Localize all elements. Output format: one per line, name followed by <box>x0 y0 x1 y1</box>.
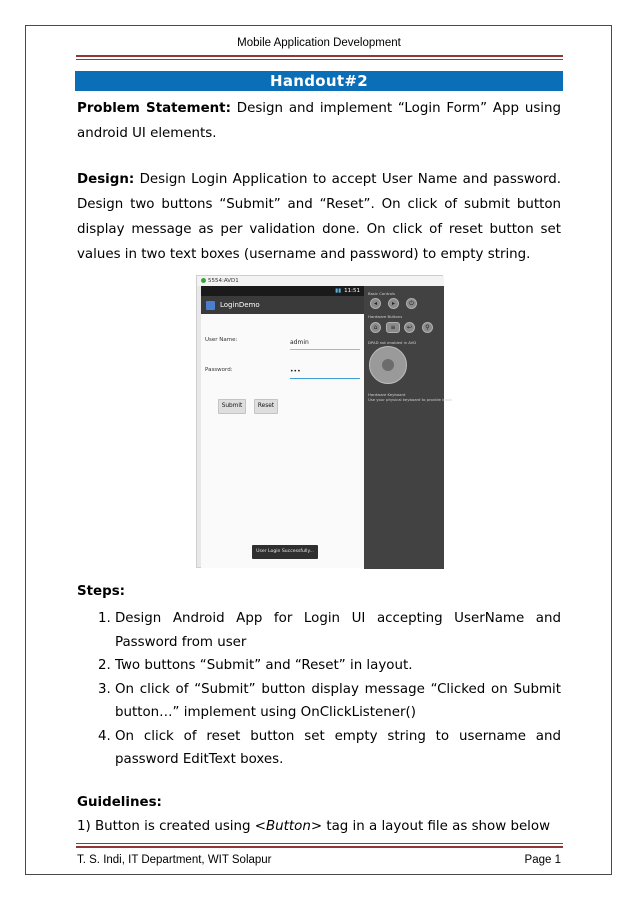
menu-icon[interactable]: ≡ <box>386 322 400 333</box>
basic-controls-label: Basic Controls <box>368 291 395 296</box>
android-icon <box>201 278 206 283</box>
design-label: Design: <box>77 172 135 187</box>
back-icon[interactable]: ↩ <box>404 322 415 333</box>
guideline-tag: <Button> <box>254 819 323 834</box>
volume-down-icon[interactable]: ◂ <box>370 298 381 309</box>
step-item: 4. On click of reset button set empty string to username and password EditText boxes. <box>115 725 561 772</box>
search-icon[interactable]: ⚲ <box>422 322 433 333</box>
signal-icon: ▮▮ <box>335 288 342 294</box>
guidelines-heading: Guidelines: <box>77 795 162 810</box>
design-text: Design Login Application to accept User Name and password. Design two buttons “Submit” and “Reset”. On click of submit button display message as per validation done. On click of reset button set values in two text boxes (username and password) to empty string. <box>77 172 561 262</box>
footer-rule-thin <box>76 843 563 844</box>
header-rule-thin <box>76 59 563 60</box>
volume-up-icon[interactable]: ▸ <box>388 298 399 309</box>
problem-statement <box>77 96 561 146</box>
step-item: 1. Design Android App for Login UI accepting UserName and Password from user <box>115 607 561 654</box>
dpad-note: DPAD not enabled in AVD <box>368 340 417 345</box>
password-input[interactable]: ••• <box>290 368 360 379</box>
power-icon[interactable]: ⏻ <box>406 298 417 309</box>
page-header: Mobile Application Development <box>237 37 401 49</box>
dpad-center[interactable] <box>382 359 394 371</box>
phone-screen <box>201 286 364 568</box>
home-icon[interactable]: ⌂ <box>370 322 381 333</box>
emulator-screenshot <box>196 275 452 568</box>
submit-button[interactable]: Submit <box>218 399 246 414</box>
step-item: 2. Two buttons “Submit” and “Reset” in layout. <box>115 654 561 678</box>
keyboard-title: Hardware Keyboard <box>368 392 406 397</box>
guideline-suffix: tag in a layout file as show below <box>322 819 551 834</box>
app-title-bar <box>201 296 364 314</box>
app-icon <box>206 301 215 310</box>
dpad-control[interactable] <box>369 346 407 384</box>
footer-author: T. S. Indi, IT Department, WIT Solapur <box>77 854 272 866</box>
steps-list <box>77 607 561 772</box>
steps-heading: Steps: <box>77 584 126 599</box>
app-title: LoginDemo <box>220 301 260 309</box>
username-label: User Name: <box>205 337 238 343</box>
reset-button[interactable]: Reset <box>254 399 278 414</box>
design-paragraph <box>77 167 561 267</box>
problem-text: Design and implement “Login Form” App using android UI elements. <box>77 101 561 141</box>
username-input[interactable]: admin <box>290 339 360 350</box>
phone-status-bar <box>201 286 364 296</box>
guideline-prefix: 1) Button is created using <box>77 819 255 834</box>
guideline-item <box>77 819 550 834</box>
toast-message: User Login Successfully... <box>252 545 318 559</box>
problem-label: Problem Statement: <box>77 101 231 116</box>
password-label: Password: <box>205 367 233 373</box>
status-time: 11:51 <box>344 288 360 294</box>
keyboard-note: Use your physical keyboard to provide input <box>368 397 452 402</box>
footer-rule <box>76 846 563 848</box>
emulator-window-title: 5554:AVD1 <box>208 278 239 284</box>
header-rule <box>76 55 563 57</box>
emulator-controls <box>364 286 452 569</box>
footer-page-number: Page 1 <box>524 854 561 866</box>
handout-title: Handout#2 <box>75 71 563 91</box>
emulator-titlebar <box>197 276 444 286</box>
step-item: 3. On click of “Submit” button display message “Clicked on Submit button…” implement using OnClickListener() <box>115 678 561 725</box>
hardware-buttons-label: Hardware Buttons <box>368 314 403 319</box>
